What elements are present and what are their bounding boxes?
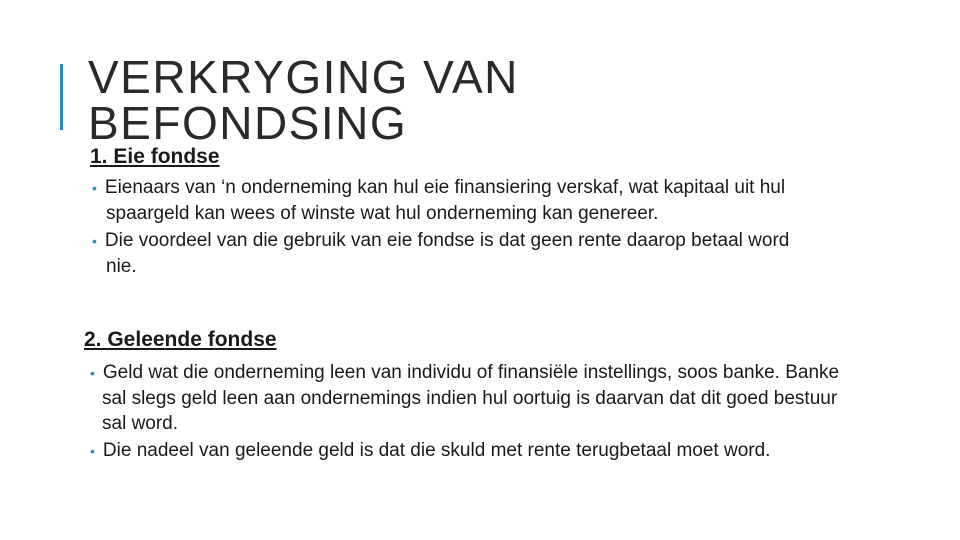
- bullet-text: Geld wat die onderneming leen van individu of finansiële instellings, soos banke. Banke sal slegs geld leen aan ondernemings indien hul oortuig is daarvan dat dit goed bestuur sal word.: [102, 362, 840, 434]
- list-item: [92, 228, 812, 279]
- bullet-dot-icon: •: [90, 443, 95, 459]
- list-item: [90, 360, 850, 436]
- bullet-text: Eienaars van ‘n onderneming kan hul eie finansiering verskaf, wat kapitaal uit hul spaargeld kan wees of winste wat hul onderneming kan genereer.: [104, 177, 786, 224]
- bullet-dot-icon: •: [90, 365, 95, 381]
- list-item: [92, 175, 812, 226]
- bullet-dot-icon: •: [92, 180, 97, 196]
- bullet-dot-icon: •: [92, 233, 97, 249]
- section-heading-eie-fondse: 1. Eie fondse: [90, 145, 220, 168]
- slide-title-line-1: VERKRYGING VAN: [88, 51, 519, 103]
- slide-title-line-2: BEFONDSING: [88, 97, 408, 149]
- slide-title: [88, 51, 519, 149]
- section-heading-geleende-fondse: 2. Geleende fondse: [84, 328, 277, 351]
- section2-bullet-list: [90, 360, 850, 466]
- title-accent-bar: [60, 64, 63, 130]
- section1-bullet-list: [92, 175, 812, 281]
- bullet-text: Die nadeel van geleende geld is dat die skuld met rente terugbetaal moet word.: [102, 440, 771, 461]
- list-item: [90, 438, 850, 464]
- bullet-text: Die voordeel van die gebruik van eie fondse is dat geen rente daarop betaal word nie.: [104, 230, 790, 277]
